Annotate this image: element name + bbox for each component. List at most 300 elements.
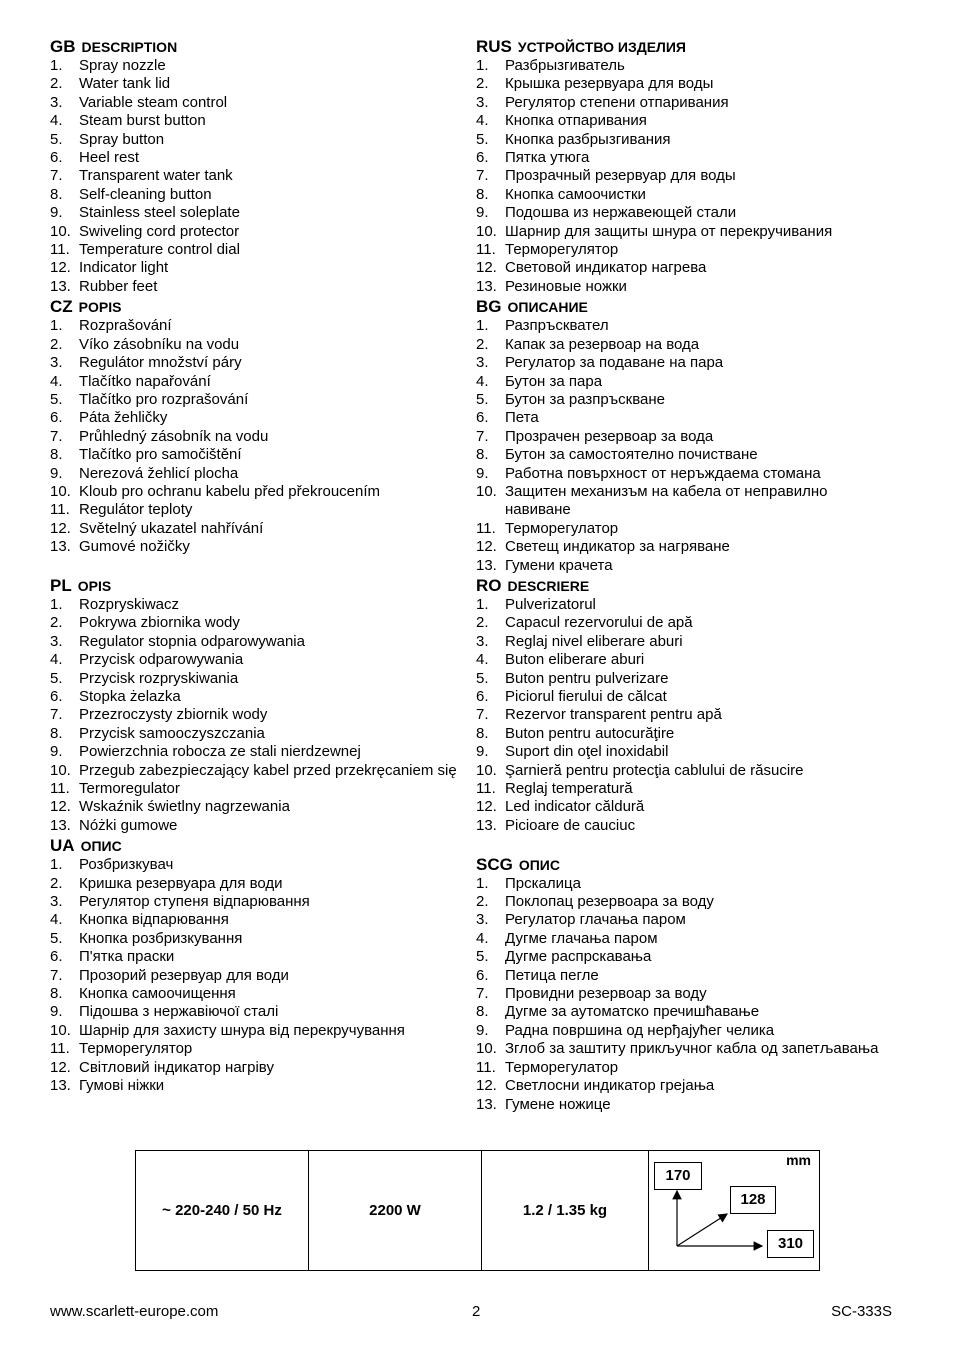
item-text: Rezervor transparent pentru apă: [505, 706, 722, 724]
item-number: 7.: [50, 427, 63, 445]
parts-list: [476, 875, 896, 1114]
item-text: Rozprašování: [79, 317, 172, 335]
item-text: Дугме глачања паром: [505, 929, 658, 947]
voltage-cell: ~ 220-240 / 50 Hz: [136, 1151, 309, 1271]
item-text: Regulátor množství páry: [79, 354, 242, 372]
item-number: 10.: [476, 482, 497, 500]
list-item: [476, 317, 896, 335]
item-number: 5.: [476, 669, 489, 687]
item-number: 12.: [476, 1077, 497, 1095]
list-item: [50, 985, 465, 1003]
item-text: Световой индикатор нагрева: [505, 259, 707, 277]
item-text: Шарнир для защиты шнура от перекручивания: [505, 222, 833, 240]
item-text: Reglaj temperatură: [505, 780, 633, 798]
parts-list: [476, 57, 896, 296]
item-number: 2.: [50, 874, 63, 892]
item-text: Regulátor teploty: [79, 501, 193, 519]
item-text: Капак за резервоар на вода: [505, 335, 700, 353]
item-number: 12.: [476, 259, 497, 277]
item-number: 7.: [476, 706, 489, 724]
list-item: [476, 149, 896, 167]
depth-dimension: 128: [730, 1186, 776, 1214]
item-text: Tlačítko napařování: [79, 372, 211, 390]
list-item: [476, 391, 896, 409]
item-text: Transparent water tank: [79, 167, 233, 185]
item-number: 8.: [50, 446, 63, 464]
item-text: Прозрачный резервуар для воды: [505, 167, 736, 185]
list-item: [50, 633, 465, 651]
item-number: 11.: [50, 501, 70, 519]
list-item: [50, 428, 465, 446]
item-number: 6.: [50, 687, 63, 705]
list-item: [50, 94, 465, 112]
item-text: Rozpryskiwacz: [79, 595, 180, 613]
list-item: [50, 204, 465, 222]
list-item: [476, 1077, 896, 1095]
item-text: Кришка резервуара для води: [79, 874, 283, 892]
item-text: Przycisk odparowywania: [79, 651, 244, 669]
item-number: 2.: [476, 893, 489, 911]
item-number: 2.: [476, 335, 489, 353]
dimensions-cell: [649, 1151, 820, 1271]
list-item: [476, 57, 896, 75]
list-item: [476, 1003, 896, 1021]
item-text: Nerezová žehlicí plocha: [79, 464, 239, 482]
item-text: Кнопка самоочищення: [79, 985, 236, 1003]
item-number: 13.: [50, 1077, 71, 1095]
list-item: [476, 798, 896, 816]
item-text: Резиновые ножки: [505, 277, 627, 295]
item-text: Прозорий резервуар для води: [79, 966, 289, 984]
item-text: Кнопка розбризкування: [79, 929, 243, 947]
item-number: 5.: [50, 130, 63, 148]
list-item: [476, 465, 896, 483]
item-number: 13.: [50, 277, 71, 295]
list-item: [476, 651, 896, 669]
item-number: 12.: [50, 1058, 71, 1076]
list-item: [476, 428, 896, 446]
item-text: Heel rest: [79, 149, 140, 167]
item-text: Дугме распрскавања: [505, 948, 652, 966]
item-text: Víko zásobníku na vodu: [79, 335, 240, 353]
item-text: Buton pentru pulverizare: [505, 669, 669, 687]
section-heading: [50, 576, 465, 596]
list-item: [476, 520, 896, 538]
item-number: 9.: [476, 1021, 489, 1039]
item-number: 10.: [476, 761, 497, 779]
height-dimension: 170: [654, 1162, 702, 1190]
list-item: [476, 446, 896, 464]
list-item: [50, 911, 465, 929]
item-text: Variable steam control: [79, 93, 228, 111]
list-item: [50, 651, 465, 669]
language-code: PL: [50, 575, 72, 595]
item-number: 13.: [476, 816, 497, 834]
item-text: Kloub pro ochranu kabelu před překroucením: [79, 482, 381, 500]
item-text: Przezroczysty zbiornik wody: [79, 706, 268, 724]
item-text: Прскалица: [505, 874, 581, 892]
left-column: [50, 36, 465, 1096]
list-item: [476, 167, 896, 185]
item-text: Temperature control dial: [79, 241, 240, 259]
parts-list: [476, 596, 896, 835]
item-number: 13.: [50, 816, 71, 834]
list-item: [50, 465, 465, 483]
item-text: Buton eliberare aburi: [505, 651, 645, 669]
item-number: 8.: [476, 724, 489, 742]
list-item: [476, 911, 896, 929]
list-item: [476, 483, 896, 520]
item-number: 12.: [476, 538, 497, 556]
list-item: [476, 967, 896, 985]
list-item: [476, 409, 896, 427]
item-number: 10.: [50, 482, 71, 500]
item-text: Gumové nožičky: [79, 538, 190, 556]
item-text: Прозрачен резервоар за вода: [505, 427, 714, 445]
item-number: 4.: [50, 651, 63, 669]
list-item: [50, 409, 465, 427]
item-number: 3.: [476, 911, 489, 929]
list-item: [50, 596, 465, 614]
list-item: [50, 391, 465, 409]
parts-list: [476, 317, 896, 575]
item-number: 9.: [50, 743, 63, 761]
item-number: 5.: [50, 669, 63, 687]
item-number: 6.: [476, 409, 489, 427]
section-heading: [476, 855, 896, 875]
list-item: [50, 186, 465, 204]
list-item: [50, 817, 465, 835]
item-text: Терморегулятор: [505, 241, 619, 259]
list-item: [476, 131, 896, 149]
language-code: CZ: [50, 297, 73, 317]
length-dimension: 310: [767, 1230, 814, 1258]
item-number: 11.: [476, 780, 496, 798]
list-item: [50, 112, 465, 130]
list-item: [476, 706, 896, 724]
section-spacer: [476, 835, 896, 853]
item-number: 7.: [476, 985, 489, 1003]
list-item: [476, 893, 896, 911]
item-text: Water tank lid: [79, 75, 171, 93]
list-item: [50, 1077, 465, 1095]
item-text: Розбризкувач: [79, 856, 174, 874]
list-item: [476, 223, 896, 241]
item-number: 4.: [476, 372, 489, 390]
item-text: Разпръсквател: [505, 317, 609, 335]
dimensions-unit: mm: [786, 1152, 811, 1168]
item-number: 11.: [476, 241, 496, 259]
list-item: [476, 1059, 896, 1077]
item-text: Indicator light: [79, 259, 169, 277]
item-text: Regulator stopnia odparowywania: [79, 632, 305, 650]
section-title: DESCRIPTION: [81, 39, 178, 55]
item-text: Termoregulator: [79, 780, 180, 798]
item-text: Защитен механизъм на кабела от неправилно навиване: [505, 482, 828, 519]
item-text: Spray button: [79, 130, 165, 148]
item-text: Работна повърхност от неръждаема стомана: [505, 464, 821, 482]
item-text: Зглоб за заштиту прикључног кабла од запетљавања: [505, 1040, 879, 1058]
item-text: Кнопка разбрызгивания: [505, 130, 671, 148]
item-number: 2.: [50, 75, 63, 93]
list-item: [50, 75, 465, 93]
item-text: Регулатор глачања паром: [505, 911, 686, 929]
item-text: Шарнір для захисту шнура від перекручування: [79, 1021, 405, 1039]
list-item: [50, 538, 465, 556]
item-number: 11.: [50, 241, 70, 259]
list-item: [50, 131, 465, 149]
parts-list: [50, 856, 465, 1095]
item-number: 11.: [50, 780, 70, 798]
item-number: 13.: [476, 277, 497, 295]
language-code: GB: [50, 37, 76, 56]
list-item: [50, 670, 465, 688]
list-item: [50, 278, 465, 296]
list-item: [50, 688, 465, 706]
item-text: Терморегулатор: [505, 1058, 619, 1076]
item-number: 8.: [476, 1003, 489, 1021]
item-text: Терморегулатор: [505, 519, 619, 537]
list-item: [50, 373, 465, 391]
section-ro: [476, 576, 896, 854]
section-heading: [476, 576, 896, 596]
list-item: [50, 1059, 465, 1077]
item-number: 12.: [50, 519, 71, 537]
item-number: 1.: [50, 595, 63, 613]
item-text: Регулятор степени отпаривания: [505, 93, 729, 111]
item-text: Крышка резервуара для воды: [505, 75, 714, 93]
list-item: [476, 241, 896, 259]
item-text: Поклопац резервоара за воду: [505, 893, 714, 911]
item-number: 7.: [50, 706, 63, 724]
section-title: ОПИСАНИЕ: [507, 299, 588, 316]
item-number: 9.: [50, 204, 63, 222]
section-heading: [50, 297, 465, 317]
item-number: 1.: [50, 57, 63, 74]
item-text: Кнопка самоочистки: [505, 185, 646, 203]
item-text: Пета: [505, 409, 539, 427]
item-number: 6.: [50, 409, 63, 427]
item-number: 3.: [50, 893, 63, 911]
item-text: Průhledný zásobník na vodu: [79, 427, 269, 445]
item-number: 9.: [476, 464, 489, 482]
item-number: 2.: [476, 75, 489, 93]
list-item: [476, 762, 896, 780]
item-number: 11.: [50, 1040, 70, 1058]
list-item: [476, 985, 896, 1003]
list-item: [50, 317, 465, 335]
language-code: UA: [50, 836, 75, 856]
item-text: Pokrywa zbiornika wody: [79, 614, 240, 632]
item-text: Терморегулятор: [79, 1040, 193, 1058]
item-text: Бутон за разпръскване: [505, 390, 665, 408]
item-text: Разбрызгиватель: [505, 57, 625, 74]
section-ua: [50, 836, 465, 1095]
list-item: [50, 167, 465, 185]
item-text: Picioare de cauciuc: [505, 816, 636, 834]
item-number: 3.: [50, 354, 63, 372]
item-number: 13.: [476, 556, 497, 574]
list-item: [476, 373, 896, 391]
list-item: [50, 1040, 465, 1058]
list-item: [50, 223, 465, 241]
footer-website: www.scarlett-europe.com: [50, 1303, 219, 1320]
item-number: 10.: [50, 761, 71, 779]
item-text: Подошва из нержавеющей стали: [505, 204, 737, 222]
item-number: 6.: [476, 688, 489, 705]
item-text: Кнопка отпаривания: [505, 112, 647, 130]
item-text: Гумові ніжки: [79, 1077, 165, 1095]
section-gb: [50, 37, 465, 296]
item-number: 4.: [476, 112, 489, 130]
list-item: [50, 259, 465, 277]
item-number: 12.: [50, 798, 71, 816]
item-text: Self-cleaning button: [79, 185, 212, 203]
item-number: 3.: [476, 632, 489, 650]
right-column: [476, 36, 896, 1114]
list-item: [50, 446, 465, 464]
item-number: 8.: [50, 985, 63, 1003]
list-item: [476, 725, 896, 743]
item-text: Reglaj nivel eliberare aburi: [505, 632, 683, 650]
footer-model: SC-333S: [831, 1303, 892, 1320]
item-text: Регулатор за подаване на пара: [505, 354, 724, 372]
list-item: [476, 670, 896, 688]
item-text: Радна површина од нерђајућег челика: [505, 1021, 775, 1039]
section-cz: [50, 297, 465, 575]
list-item: [476, 112, 896, 130]
section-heading: [50, 37, 465, 57]
item-number: 3.: [476, 93, 489, 111]
section-pl: [50, 576, 465, 835]
item-number: 1.: [50, 317, 63, 335]
list-item: [50, 520, 465, 538]
list-item: [476, 557, 896, 575]
item-text: Підошва з нержавіючої сталі: [79, 1003, 279, 1021]
item-number: 11.: [476, 519, 496, 537]
list-item: [50, 1022, 465, 1040]
parts-list: [50, 57, 465, 296]
list-item: [476, 75, 896, 93]
item-number: 8.: [50, 724, 63, 742]
section-title: ОПИС: [80, 838, 122, 855]
item-number: 10.: [50, 1021, 71, 1039]
item-number: 5.: [476, 948, 489, 966]
list-item: [50, 743, 465, 761]
item-number: 8.: [476, 446, 489, 464]
item-text: Páta žehličky: [79, 409, 168, 427]
item-number: 4.: [476, 929, 489, 947]
list-item: [476, 780, 896, 798]
list-item: [476, 875, 896, 893]
section-title: УСТРОЙСТВО ИЗДЕЛИЯ: [517, 39, 686, 55]
item-number: 13.: [476, 1095, 497, 1113]
item-text: Pulverizatorul: [505, 595, 596, 613]
item-text: Světelný ukazatel nahřívání: [79, 519, 264, 537]
item-text: Capacul rezervorului de apă: [505, 614, 693, 632]
list-item: [476, 204, 896, 222]
parts-list: [50, 596, 465, 835]
item-text: Led indicator căldură: [505, 798, 645, 816]
list-item: [476, 354, 896, 372]
list-item: [50, 798, 465, 816]
item-text: Piciorul fierului de călcat: [505, 688, 667, 705]
item-text: Przycisk samooczyszczania: [79, 724, 265, 742]
item-number: 10.: [476, 222, 497, 240]
item-text: Tlačítko pro samočištění: [79, 446, 242, 464]
section-title: POPIS: [78, 299, 122, 316]
item-number: 1.: [50, 856, 63, 874]
item-text: П'ятка праски: [79, 948, 175, 966]
section-bg: [476, 297, 896, 575]
item-text: Гумени крачета: [505, 556, 613, 574]
item-number: 7.: [476, 427, 489, 445]
item-text: Suport din oţel inoxidabil: [505, 743, 669, 761]
list-item: [476, 688, 896, 706]
list-item: [50, 501, 465, 519]
list-item: [50, 725, 465, 743]
list-item: [476, 94, 896, 112]
list-item: [476, 817, 896, 835]
list-item: [476, 614, 896, 632]
list-item: [50, 930, 465, 948]
item-number: 9.: [50, 464, 63, 482]
weight-cell: 1.2 / 1.35 kg: [482, 1151, 649, 1271]
item-text: Rubber feet: [79, 277, 158, 295]
language-code: BG: [476, 297, 502, 317]
list-item: [50, 856, 465, 874]
list-item: [50, 354, 465, 372]
item-number: 10.: [476, 1040, 497, 1058]
list-item: [50, 149, 465, 167]
specifications-table: [135, 1150, 820, 1271]
item-number: 2.: [50, 335, 63, 353]
item-number: 8.: [50, 185, 63, 203]
item-number: 9.: [476, 743, 489, 761]
section-title: OPIS: [77, 577, 112, 594]
list-item: [476, 743, 896, 761]
item-text: Powierzchnia robocza ze stali nierdzewnej: [79, 743, 361, 761]
item-number: 5.: [50, 929, 63, 947]
list-item: [50, 893, 465, 911]
language-code: RO: [476, 575, 502, 595]
item-number: 3.: [50, 93, 63, 111]
item-text: Przycisk rozpryskiwania: [79, 669, 239, 687]
item-number: 7.: [476, 167, 489, 185]
section-scg: [476, 855, 896, 1114]
item-text: Провидни резервоар за воду: [505, 985, 707, 1003]
item-number: 7.: [50, 167, 63, 185]
section-title: ОПИС: [518, 856, 560, 873]
list-item: [476, 1096, 896, 1114]
item-number: 6.: [476, 149, 489, 167]
list-item: [476, 633, 896, 651]
item-number: 12.: [50, 259, 71, 277]
section-heading: [476, 297, 896, 317]
language-code: RUS: [476, 37, 512, 56]
item-number: 8.: [476, 185, 489, 203]
item-number: 5.: [476, 390, 489, 408]
item-number: 5.: [476, 130, 489, 148]
item-number: 4.: [476, 651, 489, 669]
item-number: 4.: [50, 112, 63, 130]
item-text: Гумене ножице: [505, 1095, 611, 1113]
item-number: 6.: [50, 948, 63, 966]
item-text: Stopka żelazka: [79, 687, 181, 705]
list-item: [50, 483, 465, 501]
item-number: 1.: [476, 595, 489, 613]
item-text: Пятка утюга: [505, 149, 590, 167]
